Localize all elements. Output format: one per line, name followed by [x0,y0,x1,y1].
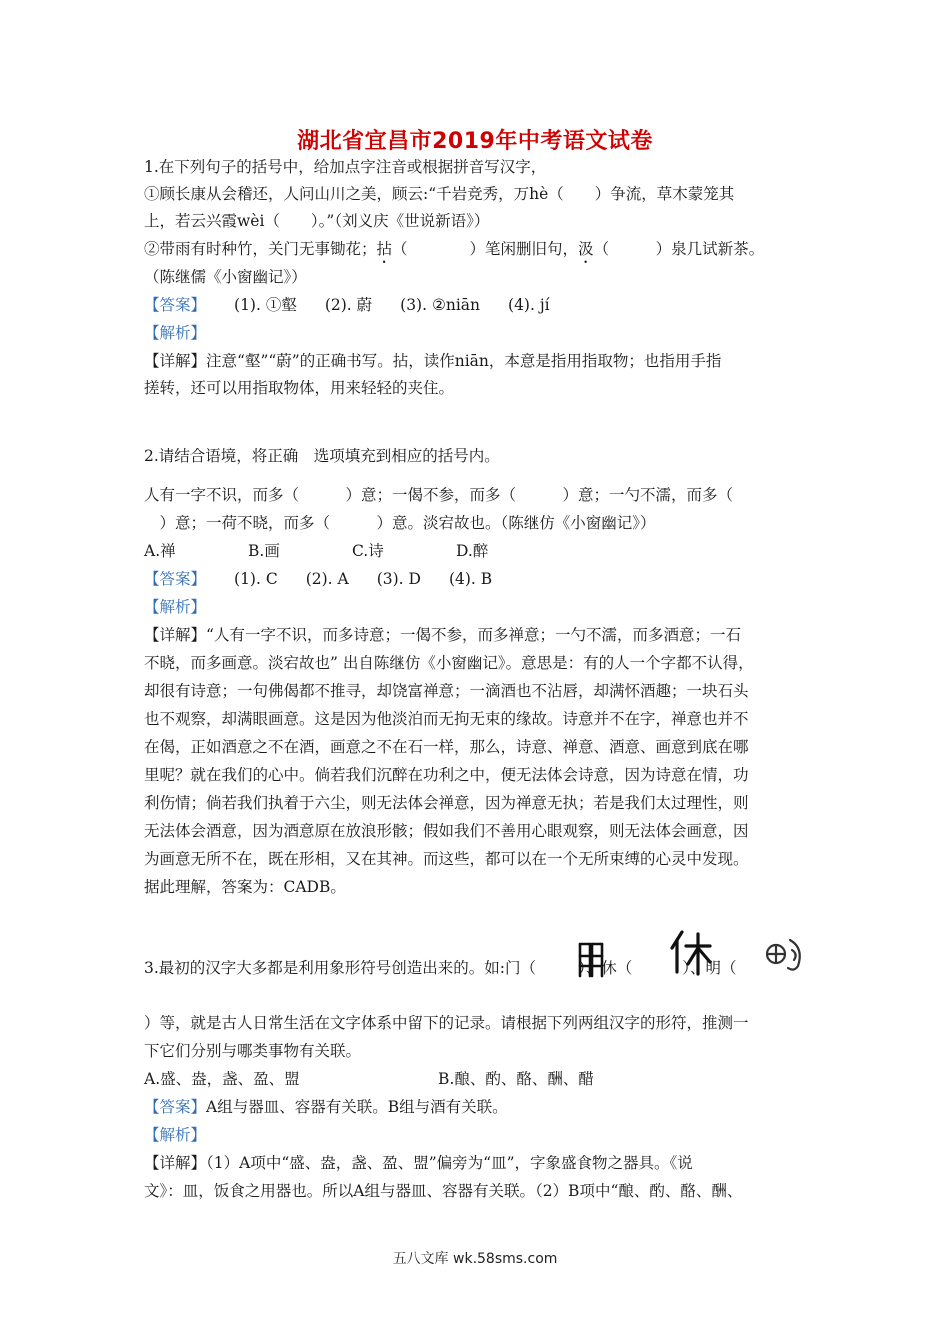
option-b: B.画 [248,542,280,560]
q2-detail-3: 却很有诗意；一句佛偈都不推寻，却饶富禅意；一滴酒也不沾唇，却满怀酒趣；一块石头 [144,682,749,700]
q2-detail-10: 据此理解，答案为：CADB。 [144,878,346,896]
q1-line-3b: （ ）笔闲删旧句， [392,240,579,258]
q2-detail-2: 不晓，而多画意。淡宕故也” 出自陈继仿《小窗幽记》。意思是：有的人一个字都不认得， [144,654,754,672]
q3-detail-2: 文》：皿，饭食之用器也。所以A组与器皿、容器有关联。（2）B项中“酿、酌、酪、酬、 [144,1182,743,1200]
answer-text: A组与器皿、容器有关联。B组与酒有关联。 [206,1098,508,1116]
answer-part: (3). ②niān [400,296,481,314]
answer-part: (2). 蔚 [324,296,373,314]
answer-part: (4). B [448,570,493,588]
analysis-tag: 【解析】 [144,1126,207,1144]
detail-tag: 【详解】 [144,626,207,644]
q1-line-3a: ②带雨有时种竹，关门无事锄花； [144,240,377,258]
ancient-ming-glyph-icon [764,932,806,976]
q2-detail-text: “人有一字不识，而多诗意；一偈不参，而多禅意；一勺不濡，而多酒意；一石 [206,626,741,644]
q1-line-1: ①顾长康从会稽还，人问山川之美，顾云:“千岩竞秀，万hè（ ）争流，草木蒙笼其 [144,185,735,203]
q3-line-2: ）等，就是古人日常生活在文字体系中留下的记录。请根据下列两组汉字的形符，推测一 [144,1014,749,1032]
q2-answer [144,569,816,589]
q3-detail-text: （1）A项中“盛、盎，盏、盈、盟”偏旁为“皿”，字象盛食物之器具。《说 [206,1154,693,1172]
dotted-char-ji: 汲 [578,240,594,258]
q3-stem-a: 3.最初的汉字大多都是利用象形符号创造出来的。如:门（ [144,959,537,977]
q1-line-3 [144,239,816,267]
q2-detail-7: 利伤情；倘若我们执着于六尘，则无法体会禅意，因为禅意无执；若是我们太过理性，则 [144,794,749,812]
q2-stem: 2.请结合语境，将正确 选项填充到相应的括号内。 [144,447,500,465]
ancient-men-glyph-icon [575,940,607,980]
q2-detail-9: 为画意无所不在，既在形相，又在其神。而这些，都可以在一个无所束缚的心灵中发现。 [144,850,749,868]
ancient-xiu-glyph-icon [666,928,714,978]
answer-part: (3). D [376,570,421,588]
q2-detail-6: 里呢？就在我们的心中。倘若我们沉醉在功利之中，便无法体会诗意，因为诗意在情，功 [144,766,749,784]
answer-part: (1). ①壑 [234,296,297,314]
q3-answer [144,1097,816,1117]
dotted-char-nian: 拈 [376,240,393,258]
footer-watermark: 五八文库 wk.58sms.com [392,1251,558,1267]
option-c: C.诗 [352,542,384,560]
q3-detail-1 [144,1153,816,1173]
q2-line-1: 人有一字不识，而多（ ）意；一偈不参，而多（ ）意；一勺不濡，而多（ [144,486,734,504]
q3-stem-b: ）、休（ [578,959,633,977]
q2-detail-5: 在偈，正如酒意之不在酒，画意之不在石一样，那么，诗意、禅意、酒意、画意到底在哪 [144,738,749,756]
q3-stem [144,958,816,978]
answer-part: (1). C [234,570,278,588]
q1-line-4: （陈继儒《小窗幽记》） [144,268,307,286]
q3-options [144,1069,816,1089]
q1-answer [144,295,816,315]
option-b: B.酿、酌、酪、酬、醋 [438,1070,594,1088]
page-title: 湖北省宜昌市2019年中考语文试卷 [297,129,653,154]
analysis-tag: 【解析】 [144,598,207,616]
answer-tag: 【答案】 [144,296,207,314]
option-a: A.盛、盎，盏、盈、盟 [144,1070,300,1088]
answer-part: (4). jí [508,296,550,314]
q2-detail-4: 也不观察，却满眼画意。这是因为他淡泊而无拘无束的缘故。诗意并不在字，禅意也并不 [144,710,749,728]
q2-options [144,541,816,561]
q1-line-3c: （ ）泉几试新茶。 [593,240,765,258]
answer-tag: 【答案】 [144,1098,207,1116]
q2-detail-8: 无法体会酒意，因为酒意原在放浪形骸；假如我们不善用心眼观察，则无法体会画意，因 [144,822,749,840]
q1-line-2: 上，若云兴霞wèi（ ）。”（刘义庆《世说新语》） [144,212,490,230]
q1-detail-2: 搓转，还可以用指取物体，用来轻轻的夹住。 [144,379,455,397]
q3-line-3: 下它们分别与哪类事物有关联。 [144,1042,362,1060]
q1-detail-text: 注意“壑”“蔚”的正确书写。拈，读作niān，本意是指用指取物；也指用手指 [206,352,722,370]
answer-tag: 【答案】 [144,570,207,588]
q1-stem: 1.在下列句子的括号中，给加点字注音或根据拼音写汉字， [144,158,547,176]
detail-tag: 【详解】 [144,352,207,370]
q1-detail-1 [144,351,816,371]
option-a: A.禅 [144,542,176,560]
analysis-tag: 【解析】 [144,324,207,342]
answer-part: (2). A [305,570,349,588]
detail-tag: 【详解】 [144,1154,207,1172]
option-d: D.醉 [456,542,489,560]
q3-stem-c: ）、明（ [682,959,737,977]
q2-line-2: ）意；一荷不晓，而多（ ）意。淡宕故也。（陈继仿《小窗幽记》） [144,514,656,532]
q2-detail-1 [144,625,816,645]
